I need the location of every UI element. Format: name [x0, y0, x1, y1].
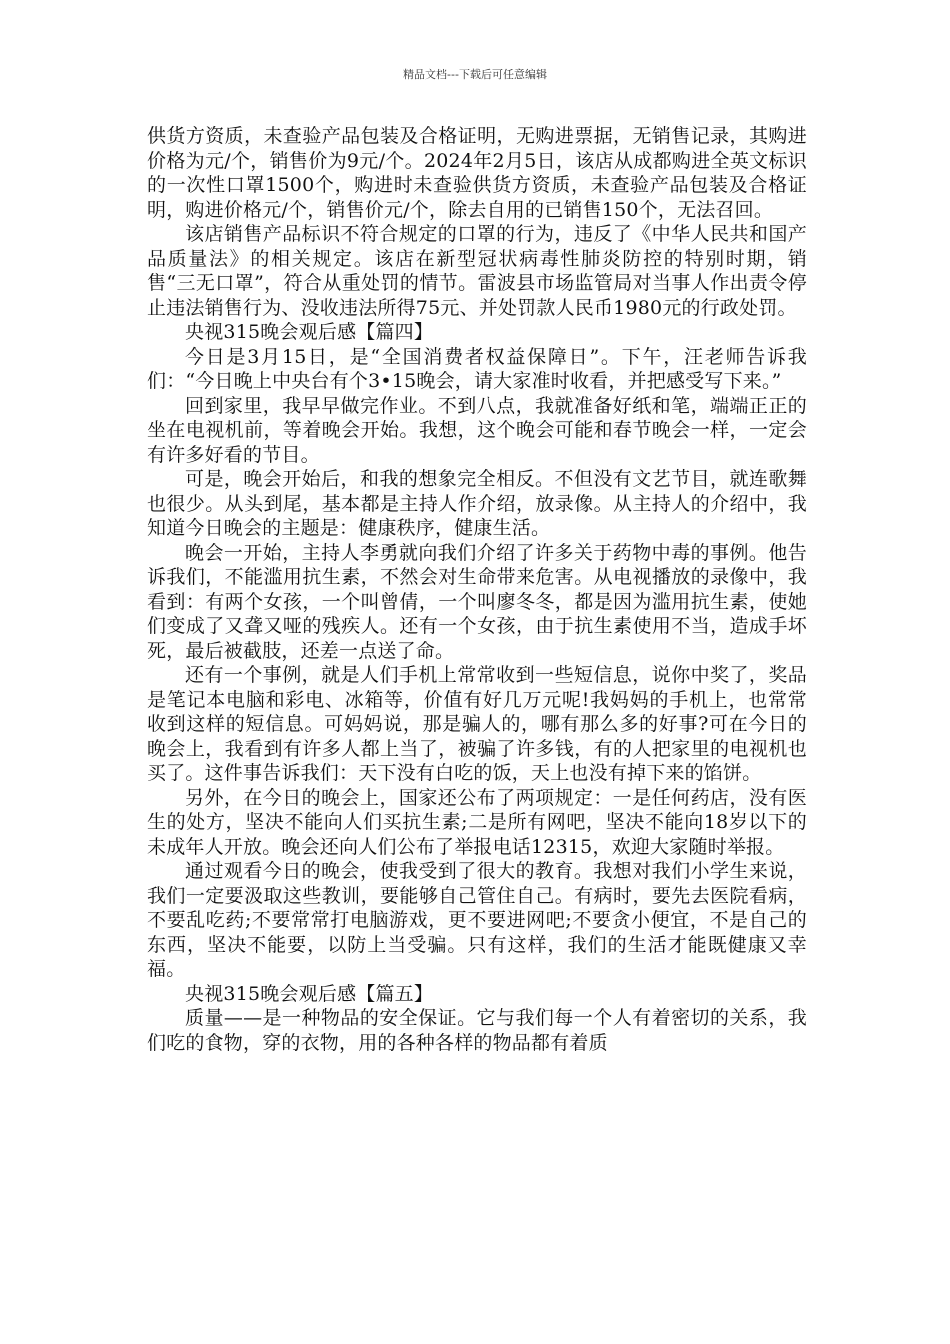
paragraph: 质量——是一种物品的安全保证。它与我们每一个人有着密切的关系，我们吃的食物，穿的衣物，用的各种各样的物品都有着质 — [147, 1007, 807, 1054]
document-body — [147, 124, 807, 1055]
page-header: 精品文档---下载后可任意编辑 — [403, 68, 547, 81]
paragraph: 晚会一开始，主持人李勇就向我们介绍了许多关于药物中毒的事例。他告诉我们，不能滥用抗生素，不然会对生命带来危害。从电视播放的录像中，我看到：有两个女孩，一个叫曾倩，一个叫廖冬冬，都是因为滥用抗生素，使她们变成了又聋又哑的残疾人。还有一个女孩，由于抗生素使用不当，造成手坏死，最后被截肢，还差一点送了命。 — [147, 541, 807, 662]
section-heading: 央视315晚会观后感【篇五】 — [185, 982, 434, 1005]
paragraph: 供货方资质，未查验产品包装及合格证明，无购进票据，无销售记录，其购进价格为元/个，销售价为9元/个。2024年2月5日，该店从成都购进全英文标识的一次性口罩1500个，购进时未查验供货方资质，未查验产品包装及合格证明，购进价格元/个，销售价元/个，除去自用的已销售150个，无法召回。 — [147, 125, 807, 221]
paragraph: 可是，晚会开始后，和我的想象完全相反。不但没有文艺节目，就连歌舞也很少。从头到尾，基本都是主持人作介绍，放录像。从主持人的介绍中，我知道今日晚会的主题是：健康秩序，健康生活。 — [147, 468, 807, 539]
paragraph: 今日是3月15日，是“全国消费者权益保障日”。下午，汪老师告诉我们：“今日晚上中央台有个3•15晚会，请大家准时收看，并把感受写下来。” — [147, 345, 807, 392]
section-heading: 央视315晚会观后感【篇四】 — [185, 321, 434, 343]
paragraph: 还有一个事例，就是人们手机上常常收到一些短信息，说你中奖了，奖品是笔记本电脑和彩电、冰箱等，价值有好几万元呢!我妈妈的手机上，也常常收到这样的短信息。可妈妈说，那是骗人的，哪有那么多的好事?可在今日的晚会上，我看到有许多人都上当了，被骗了许多钱，有的人把家里的电视机也买了。这件事告诉我们：天下没有白吃的饭，天上也没有掉下来的馅饼。 — [147, 664, 807, 784]
paragraph: 该店销售产品标识不符合规定的口罩的行为，违反了《中华人民共和国产品质量法》的相关规定。该店在新型冠状病毒性肺炎防控的特别时期，销售“三无口罩”，符合从重处罚的情节。雷波县市场监管局对当事人作出责令停止违法销售行为、没收违法所得75元、并处罚款人民币1980元的行政处罚。 — [147, 223, 807, 319]
paragraph: 另外，在今日的晚会上，国家还公布了两项规定：一是任何药店，没有医生的处方，坚决不能向人们买抗生素;二是所有网吧，坚决不能向18岁以下的未成年人开放。晚会还向人们公布了举报电话12315，欢迎大家随时举报。 — [147, 786, 807, 858]
paragraph: 通过观看今日的晚会，使我受到了很大的教育。我想对我们小学生来说，我们一定要汲取这些教训，要能够自己管住自己。有病时，要先去医院看病，不要乱吃药;不要常常打电脑游戏，更不要进网吧;不要贪小便宜，不是自己的东西，坚决不能要，以防上当受骗。只有这样，我们的生活才能既健康又幸福。 — [147, 860, 807, 980]
paragraph: 回到家里，我早早做完作业。不到八点，我就准备好纸和笔，端端正正的坐在电视机前，等着晚会开始。我想，这个晚会可能和春节晚会一样，一定会有许多好看的节目。 — [147, 394, 807, 466]
